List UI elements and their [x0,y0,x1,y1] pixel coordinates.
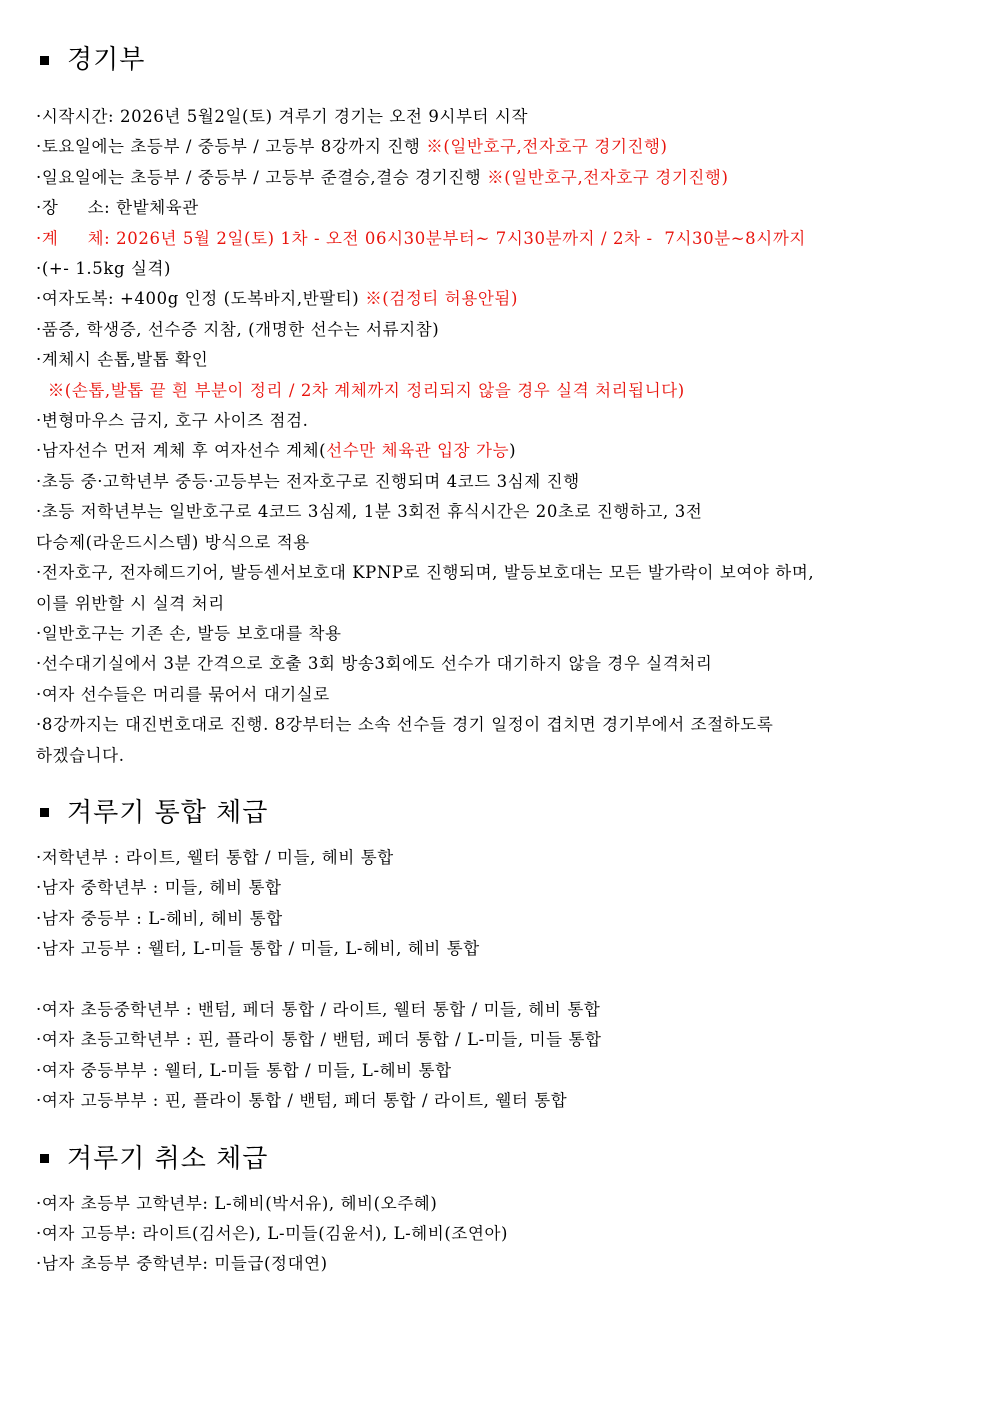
cancelled-class-line: ·남자 초등부 중학년부: 미들급(정대연) [36,1254,328,1274]
section-body [36,843,962,1117]
merged-class-line: ·여자 초등고학년부 : 핀, 플라이 통합 / 밴텀, 페더 통합 / L-미들, 미들 통합 [36,1030,602,1050]
rule-text: ·(+- 1.5kg 실격) [36,259,172,279]
rule-line [36,132,962,162]
rule-text: ·여자도복: +400g 인정 (도복바지,반팔티) [36,289,366,309]
rule-note-red: ※(일반호구,전자호구 경기진행) [487,167,729,187]
rule-line [36,528,962,558]
rule-line [36,710,962,740]
rule-text: ·변형마우스 금지, 호구 사이즈 점검. [36,411,309,431]
merged-class-line: ·남자 중학년부 : 미들, 헤비 통합 [36,878,282,898]
rule-line [36,589,962,619]
merged-class-line: ·여자 고등부부 : 핀, 플라이 통합 / 밴텀, 페더 통합 / 라이트, 웰터 통합 [36,1091,568,1111]
rule-note-red: 선수만 체육관 입장 가능 [326,441,510,461]
merged-class-line: ·남자 고등부 : 웰터, L-미들 통합 / 미들, L-헤비, 헤비 통합 [36,939,480,959]
section-competition [36,38,962,771]
rule-text: ·장 소: 한밭체육관 [36,198,199,218]
section-body [36,1189,962,1280]
rule-note-red: ※(검정티 허용안됨) [365,289,518,309]
heading-text: 경기부 [67,45,146,75]
square-bullet-icon [40,56,49,65]
rule-line [36,284,962,314]
rule-line [36,224,962,254]
rule-text: ) [509,441,517,461]
rule-note-red: ※(일반호구,전자호구 경기진행) [426,137,668,157]
rule-text: ·초등 중·고학년부 중등·고등부는 전자호구로 진행되며 4코드 3심제 진행 [36,471,580,491]
merged-class-line: ·여자 중등부부 : 웰터, L-미들 통합 / 미들, L-헤비 통합 [36,1060,452,1080]
cancelled-class-line: ·여자 초등부 고학년부: L-헤비(박서유), 헤비(오주혜) [36,1193,438,1213]
rule-note-red: ※(손톱,발톱 끝 흰 부분이 정리 / 2차 계체까지 정리되지 않을 경우 실격 처리됩니다) [36,380,685,400]
rule-line [36,649,962,679]
rule-line [36,406,962,436]
rule-text: ·여자 선수들은 머리를 묶어서 대기실로 [36,684,330,704]
rule-line [36,680,962,710]
rule-line [36,497,962,527]
rule-text: ·시작시간: 2026년 5월2일(토) 겨루기 경기는 오전 9시부터 시작 [36,107,528,126]
rule-text: ·토요일에는 초등부 / 중등부 / 고등부 8강까지 진행 [36,137,427,157]
section-merged-weight-classes [36,791,962,1117]
section-body [36,90,962,771]
heading-text: 겨루기 통합 체급 [67,797,269,828]
square-bullet-icon [40,808,49,817]
rule-line [36,345,962,375]
rule-text: ·남자선수 먼저 계체 후 여자선수 계체( [36,441,327,461]
rule-text: ·계체시 손톱,발톱 확인 [36,350,209,370]
rule-line [36,163,962,193]
merged-class-line: ·남자 중등부 : L-헤비, 헤비 통합 [36,908,283,928]
rule-text: ·일요일에는 초등부 / 중등부 / 고등부 준결승,결승 경기진행 [36,167,488,187]
rule-text: ·초등 저학년부는 일반호구로 4코드 3심제, 1분 3회전 휴식시간은 20초로 진행하고, 3전 [36,502,703,522]
section-heading-merged-classes [36,791,962,835]
merged-class-line: ·여자 초등중학년부 : 밴텀, 페더 통합 / 라이트, 웰터 통합 / 미들, 헤비 통합 [36,999,601,1019]
rule-line [36,102,962,132]
rule-line [36,619,962,649]
rule-text: 이를 위반할 시 실격 처리 [36,593,225,613]
blank-line [36,965,962,995]
rule-text: ·전자호구, 전자헤드기어, 발등센서보호대 KPNP로 진행되며, 발등보호대는 모든 발가락이 보여야 하며, [36,563,815,583]
section-cancelled-weight-classes [36,1137,962,1280]
rule-line [36,254,962,284]
rule-text: ·품증, 학생증, 선수증 지참, (개명한 선수는 서류지참) [36,319,440,339]
section-heading-competition [36,38,962,82]
rule-line [36,193,962,223]
rule-line [36,436,962,466]
rule-text: 다승제(라운드시스템) 방식으로 적용 [36,532,310,552]
section-heading-cancelled-classes [36,1137,962,1181]
rule-text: 하겠습니다. [36,745,125,765]
rule-line [36,467,962,497]
rule-line [36,315,962,345]
cancelled-class-line: ·여자 고등부: 라이트(김서은), L-미들(김윤서), L-헤비(조연아) [36,1223,509,1243]
rule-line [36,376,962,406]
rule-line [36,741,962,771]
square-bullet-icon [40,1154,49,1163]
rule-text: ·선수대기실에서 3분 간격으로 호출 3회 방송3회에도 선수가 대기하지 않을 경우 실격처리 [36,654,713,674]
rule-text: ·일반호구는 기존 손, 발등 보호대를 착용 [36,623,342,643]
rule-line [36,558,962,588]
rule-note-red: ·계 체: 2026년 5월 2일(토) 1차 - 오전 06시30분부터~ 7시30분까지 / 2차 - 7시30분~8시까지 [36,228,806,248]
rule-text: ·8강까지는 대진번호대로 진행. 8강부터는 소속 선수들 경기 일정이 겹치면 경기부에서 조절하도록 [36,715,774,735]
heading-text: 겨루기 취소 체급 [67,1143,269,1174]
merged-class-line: ·저학년부 : 라이트, 웰터 통합 / 미들, 헤비 통합 [36,847,394,867]
